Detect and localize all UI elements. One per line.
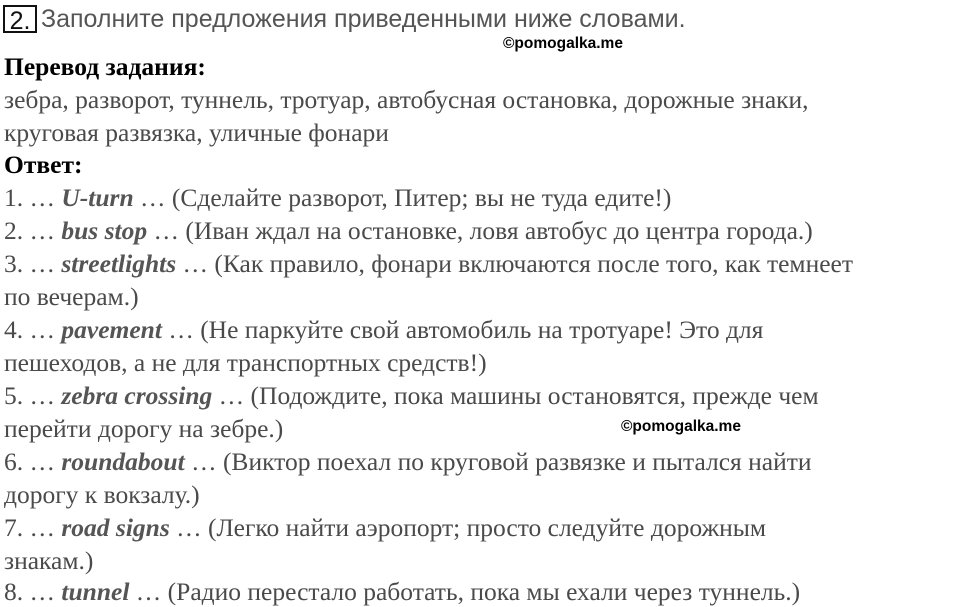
answer-prefix: 6. … bbox=[4, 447, 62, 476]
answer-translation: … (Легко найти аэропорт; просто следуйте дорожным bbox=[169, 513, 766, 542]
answer-prefix: 2. … bbox=[4, 216, 62, 245]
answer-prefix: 1. … bbox=[4, 183, 62, 212]
task-number-box: 2. bbox=[3, 5, 37, 33]
answer-translation: … (Сделайте разворот, Питер; вы не туда едите!) bbox=[133, 183, 672, 212]
answer-term: pavement bbox=[61, 315, 162, 344]
answer-line bbox=[4, 447, 812, 477]
answer-continuation: знакам.) bbox=[4, 546, 94, 575]
answer-translation: … (Иван ждал на остановке, ловя автобус до центра города.) bbox=[147, 216, 813, 245]
answer-term: road signs bbox=[61, 513, 170, 542]
answer-continuation: дорогу к вокзалу.) bbox=[4, 480, 200, 509]
answer-prefix: 3. … bbox=[4, 249, 62, 278]
watermark: ©pomogalka.me bbox=[503, 35, 623, 52]
answer-line bbox=[4, 183, 671, 213]
answer-term: zebra crossing bbox=[61, 381, 213, 410]
translation-line: круговая развязка, уличные фонари bbox=[4, 118, 389, 147]
answer-translation: … (Подождите, пока машины остановятся, прежде чем bbox=[212, 381, 819, 410]
answer-term: bus stop bbox=[61, 216, 148, 245]
answer-heading: Ответ: bbox=[4, 150, 83, 179]
answer-line bbox=[4, 315, 763, 345]
answer-prefix: 4. … bbox=[4, 315, 62, 344]
answer-translation: … (Виктор поехал по круговой развязке и пытался найти bbox=[184, 447, 812, 476]
task-instruction: Заполните предложения приведенными ниже словами. bbox=[41, 4, 686, 33]
answer-prefix: 5. … bbox=[4, 381, 62, 410]
translation-heading: Перевод задания: bbox=[4, 52, 206, 81]
answer-line bbox=[4, 249, 853, 279]
answer-translation: … (Радио перестало работать, пока мы ехали через туннель.) bbox=[129, 577, 801, 606]
translation-line: зебра, разворот, туннель, тротуар, автобусная остановка, дорожные знаки, bbox=[4, 85, 809, 114]
answer-term: tunnel bbox=[61, 577, 130, 606]
answer-term: streetlights bbox=[61, 249, 177, 278]
answer-translation: … (Как правило, фонари включаются после того, как темнеет bbox=[176, 249, 853, 278]
answer-continuation: перейти дорогу на зебре.) bbox=[4, 414, 284, 443]
answer-term: roundabout bbox=[61, 447, 185, 476]
answer-translation: … (Не паркуйте свой автомобиль на тротуаре! Это для bbox=[161, 315, 764, 344]
answer-term: U-turn bbox=[61, 183, 134, 212]
answer-line bbox=[4, 216, 813, 246]
answer-line bbox=[4, 381, 819, 411]
answer-continuation: по вечерам.) bbox=[4, 282, 139, 311]
watermark: ©pomogalka.me bbox=[621, 418, 741, 435]
answer-prefix: 8. … bbox=[4, 577, 62, 606]
answer-prefix: 7. … bbox=[4, 513, 62, 542]
answer-continuation: пешеходов, а не для транспортных средств!) bbox=[4, 348, 487, 377]
task-header bbox=[3, 4, 686, 34]
answer-line bbox=[4, 513, 766, 543]
answer-line bbox=[4, 577, 800, 607]
